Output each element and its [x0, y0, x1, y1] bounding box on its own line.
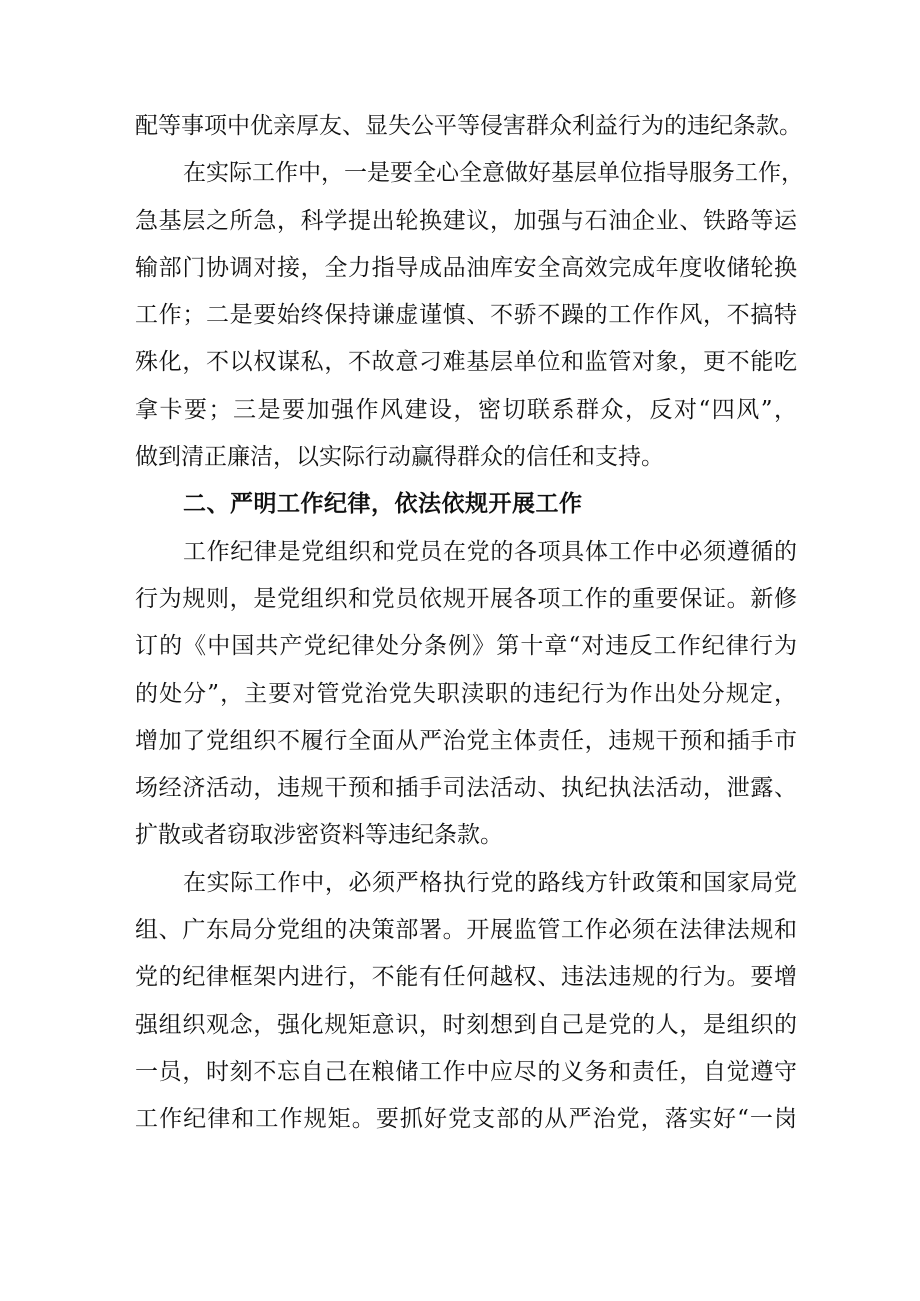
paragraph-1-line: 殊化，不以权谋私，不故意刁难基层单位和监管对象，更不能吃 — [135, 349, 797, 376]
intro-line: 配等事项中优亲厚友、显失公平等侵害群众利益行为的违纪条款。 — [135, 113, 802, 139]
paragraph-1-line: 做到清正廉洁，以实际行动赢得群众的信任和支持。 — [135, 444, 664, 471]
paragraph-3-line: 工作纪律和工作规矩。要抓好党支部的从严治党，落实好“一岗 — [135, 1106, 797, 1133]
paragraph-1-line: 工作；二是要始终保持谦虚谨慎、不骄不躁的工作作风，不搞特 — [135, 302, 797, 329]
paragraph-1-line: 急基层之所急，科学提出轮换建议，加强与石油企业、铁路等运 — [135, 207, 797, 234]
section-heading: 二、严明工作纪律，依法依规开展工作 — [183, 491, 583, 518]
paragraph-2-line: 行为规则，是党组织和党员依规开展各项工作的重要保证。新修 — [135, 585, 797, 612]
paragraph-2-line: 增加了党组织不履行全面从严治党主体责任，违规干预和插手市 — [135, 727, 797, 754]
paragraph-3-line: 组、广东局分党组的决策部署。开展监管工作必须在法律法规和 — [135, 917, 797, 944]
paragraph-2-line: 扩散或者窃取涉密资料等违纪条款。 — [135, 822, 503, 849]
paragraph-3-line: 一员，时刻不忘自己在粮储工作中应尽的义务和责任，自觉遵守 — [135, 1058, 797, 1085]
paragraph-2-line: 工作纪律是党组织和党员在党的各项具体工作中必须遵循的 — [183, 538, 797, 565]
paragraph-2-line: 订的《中国共产党纪律处分条例》第十章“对违反工作纪律行为 — [135, 633, 797, 660]
document-body — [135, 103, 804, 1144]
paragraph-1-line: 拿卡要；三是要加强作风建设，密切联系群众，反对“四风”， — [135, 396, 797, 423]
paragraph-1-line: 在实际工作中，一是要全心全意做好基层单位指导服务工作， — [183, 160, 804, 187]
paragraph-3-line: 在实际工作中，必须严格执行党的路线方针政策和国家局党 — [183, 869, 797, 896]
paragraph-3-line: 党的纪律框架内进行，不能有任何越权、违法违规的行为。要增 — [135, 964, 797, 991]
paragraph-1-line: 输部门协调对接，全力指导成品油库安全高效完成年度收储轮换 — [135, 254, 797, 281]
paragraph-3-line: 强组织观念，强化规矩意识，时刻想到自己是党的人，是组织的 — [135, 1011, 797, 1038]
paragraph-2-line: 场经济活动，违规干预和插手司法活动、执纪执法活动，泄露、 — [135, 775, 797, 802]
paragraph-2-line: 的处分”，主要对管党治党失职渎职的违纪行为作出处分规定， — [135, 680, 797, 707]
